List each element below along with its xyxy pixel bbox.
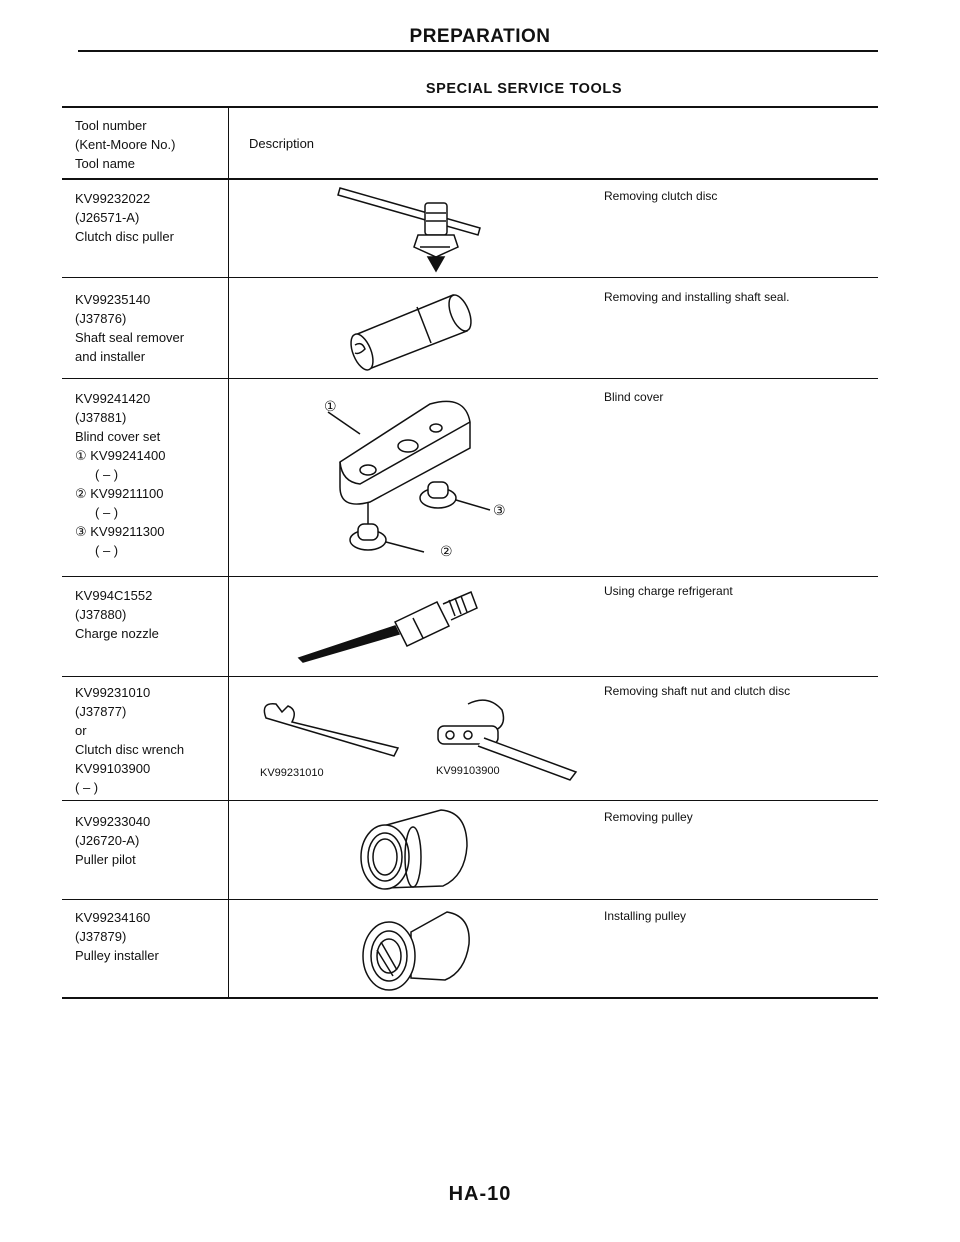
blind-cover-set-icon (320, 392, 510, 569)
tool-entry: KV99232022 (J26571-A) Clutch disc puller (75, 191, 174, 244)
tool-description: Removing pulley (604, 810, 693, 824)
tool-description: Removing shaft nut and clutch disc (604, 684, 791, 698)
section-title: SPECIAL SERVICE TOOLS (425, 81, 623, 97)
row-divider (62, 576, 878, 577)
figure-label: KV99103900 (436, 765, 500, 777)
page-number: HA-10 (448, 1183, 512, 1205)
figure-label: KV99231010 (260, 767, 324, 779)
page-title: PREPARATION (409, 26, 551, 47)
table-top-rule (62, 106, 878, 108)
tool-column-header: Tool number (Kent-Moore No.) Tool name (75, 118, 176, 171)
title-rule (78, 50, 878, 52)
puller-pilot-icon (355, 806, 485, 901)
description-column-header: Description (249, 136, 315, 151)
callout-1: ① (324, 398, 337, 414)
tool-description: Removing clutch disc (604, 189, 718, 203)
tool-description: Installing pulley (604, 909, 687, 923)
tool-entry: KV994C1552 (J37880) Charge nozzle (75, 588, 159, 641)
row-divider (62, 676, 878, 677)
row-divider (62, 378, 878, 379)
tool-description: Blind cover (604, 390, 664, 404)
clutch-disc-puller-icon (330, 183, 500, 280)
tool-entry: KV99235140 (J37876) Shaft seal remover and installer (75, 292, 185, 364)
pulley-installer-icon (355, 904, 485, 1001)
charge-nozzle-icon (295, 586, 495, 671)
header-bottom-rule (62, 178, 878, 180)
tool-entry: KV99231010 (J37877) or Clutch disc wrench KV99103900 ( – ) (75, 685, 185, 795)
column-divider (228, 106, 229, 998)
tool-entry: KV99234160 (J37879) Pulley installer (75, 910, 159, 963)
tool-description: Using charge refrigerant (604, 584, 733, 598)
callout-2: ② (440, 543, 453, 559)
tool-entry: KV99233040 (J26720-A) Puller pilot (75, 814, 151, 867)
callout-3: ③ (493, 502, 506, 518)
shaft-seal-tool-icon (335, 283, 495, 378)
row-divider (62, 800, 878, 801)
tool-entry: KV99241420 (J37881) Blind cover set ① KV99241400 ( – ) ② KV99211100 ( – ) ③ KV99211300 ( – ) (75, 391, 166, 558)
tool-description: Removing and installing shaft seal. (604, 290, 790, 304)
